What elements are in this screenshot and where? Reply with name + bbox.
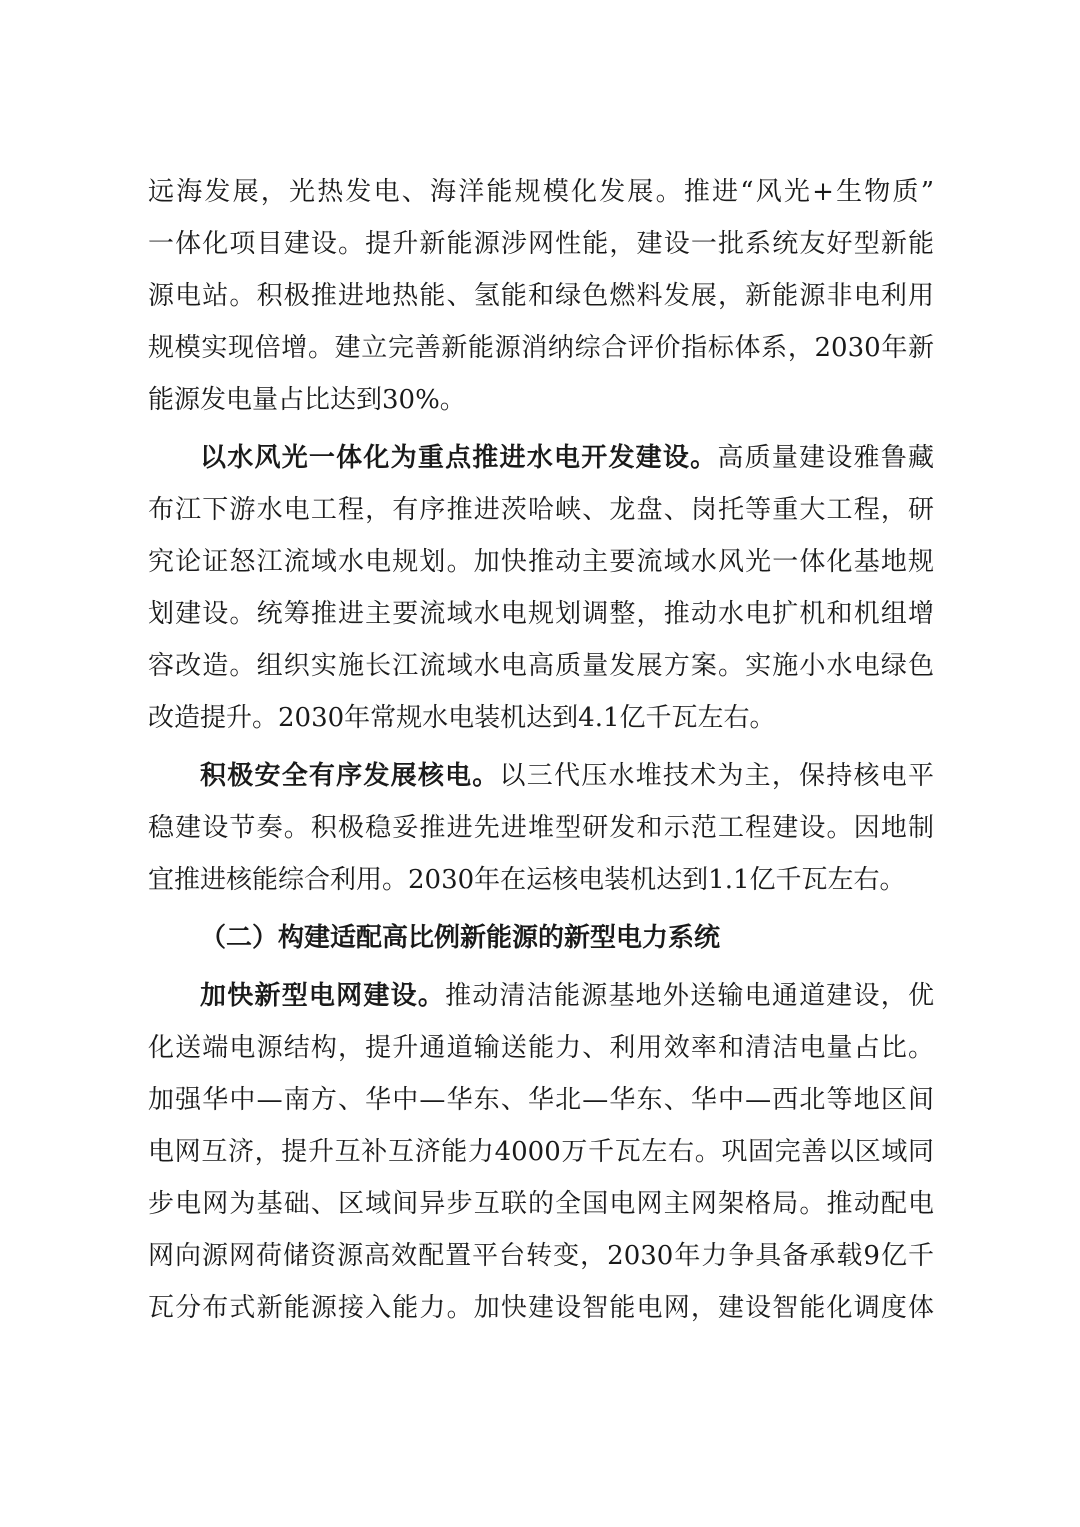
- document-page: [148, 166, 934, 1334]
- text-line: [148, 750, 934, 802]
- text-line: 宜推进核能综合利用。2030年在运核电装机达到1.1亿千瓦左右。: [148, 865, 906, 895]
- text-line: 瓦分布式新能源接入能力。加快建设智能电网，建设智能化调度体: [148, 1293, 934, 1323]
- text-run: 以三代压水堆技术为主，保持核电平: [499, 761, 934, 791]
- text-line: 一体化项目建设。提升新能源涉网性能，建设一批系统友好型新能: [148, 229, 934, 259]
- text-line: 规模实现倍增。建立完善新能源消纳综合评价指标体系，2030年新: [148, 333, 934, 363]
- text-line: 网向源网荷储资源高效配置平台转变，2030年力争具备承载9亿千: [148, 1241, 934, 1271]
- text-line: 能源发电量占比达到30%。: [148, 385, 466, 415]
- text-line: [148, 970, 934, 1022]
- text-line: 源电站。积极推进地热能、氢能和绿色燃料发展，新能源非电利用: [148, 281, 934, 311]
- paragraph: [148, 166, 934, 426]
- paragraph: [148, 750, 934, 906]
- text-line: [148, 432, 934, 484]
- paragraph: [148, 970, 934, 1334]
- text-line: 究论证怒江流域水电规划。加快推动主要流域水风光一体化基地规: [148, 547, 934, 577]
- section-heading: （二）构建适配高比例新能源的新型电力系统: [200, 923, 721, 953]
- text-line: 容改造。组织实施长江流域水电高质量发展方案。实施小水电绿色: [148, 651, 934, 681]
- paragraph-lead: 以水风光一体化为重点推进水电开发建设。: [200, 443, 718, 473]
- text-run: 高质量建设雅鲁藏: [717, 443, 934, 473]
- text-line: 加强华中—南方、华中—华东、华北—华东、华中—西北等地区间: [148, 1085, 934, 1115]
- text-line: 布江下游水电工程，有序推进茨哈峡、龙盘、岗托等重大工程，研: [148, 495, 934, 525]
- text-line: 化送端电源结构，提升通道输送能力、利用效率和清洁电量占比。: [148, 1033, 934, 1063]
- paragraph: [148, 432, 934, 744]
- text-line: 远海发展，光热发电、海洋能规模化发展。推进“风光+生物质”: [148, 177, 934, 207]
- paragraph-lead: 加快新型电网建设。: [200, 981, 446, 1011]
- text-line: 划建设。统筹推进主要流域水电规划调整，推动水电扩机和机组增: [148, 599, 934, 629]
- text-run: 推动清洁能源基地外送输电通道建设，优: [445, 981, 934, 1011]
- text-line: 稳建设节奏。积极稳妥推进先进堆型研发和示范工程建设。因地制: [148, 813, 934, 843]
- paragraph-lead: 积极安全有序发展核电。: [200, 761, 500, 791]
- text-line: 步电网为基础、区域间异步互联的全国电网主网架格局。推动配电: [148, 1189, 934, 1219]
- text-line: 改造提升。2030年常规水电装机达到4.1亿千瓦左右。: [148, 703, 776, 733]
- text-line: 电网互济，提升互补互济能力4000万千瓦左右。巩固完善以区域同: [148, 1137, 934, 1167]
